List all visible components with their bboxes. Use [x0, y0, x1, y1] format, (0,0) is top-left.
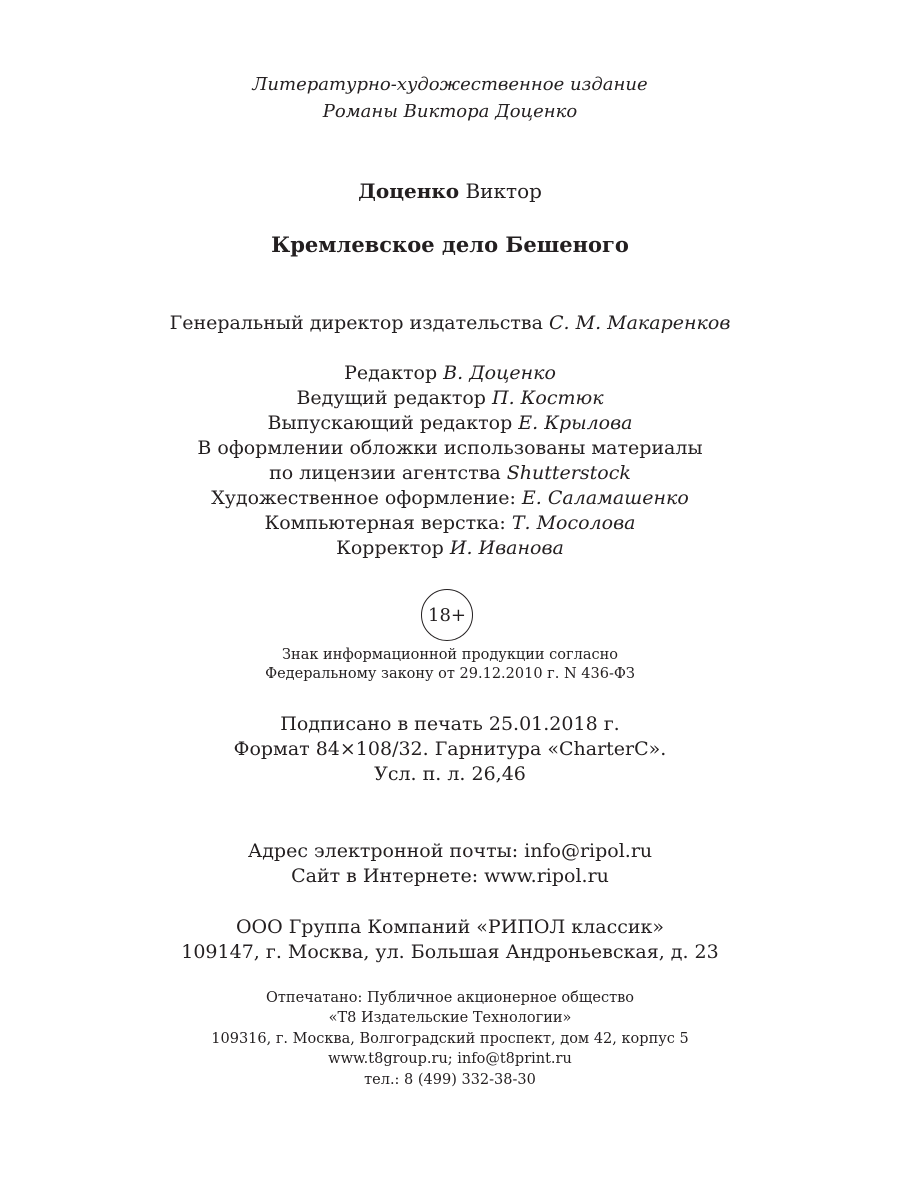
cover-note-agency: Shutterstock	[506, 462, 631, 484]
publisher-address: 109147, г. Москва, ул. Большая Андроньевская, д. 23	[181, 941, 719, 963]
age-rating-badge: 18+	[421, 589, 473, 641]
credit-issuing-editor	[0, 412, 900, 434]
contact-site: Сайт в Интернете: www.ripol.ru	[291, 865, 609, 887]
credit-name: В. Доценко	[443, 362, 556, 384]
credit-name: Т. Мосолова	[511, 512, 636, 534]
credit-name: Е. Саламашенко	[521, 487, 689, 509]
credit-role: Редактор	[344, 362, 438, 384]
credit-art-design	[0, 487, 900, 509]
printer-line-4: www.t8group.ru; info@t8print.ru	[328, 1051, 572, 1067]
cover-note-line-2	[0, 462, 900, 484]
general-director	[0, 312, 900, 334]
book-title: Кремлевское дело Бешеного	[271, 232, 629, 257]
author	[0, 179, 900, 203]
credit-role: Художественное оформление:	[211, 487, 516, 509]
credit-role: Ведущий редактор	[296, 387, 486, 409]
author-surname: Доценко	[358, 179, 460, 203]
credit-layout	[0, 512, 900, 534]
printer-line-3: 109316, г. Москва, Волгоградский проспект, дом 42, корпус 5	[211, 1031, 689, 1047]
contact-email: Адрес электронной почты: info@ripol.ru	[247, 840, 653, 862]
credit-proofreader	[0, 537, 900, 559]
credit-name: Е. Крылова	[518, 412, 633, 434]
print-sheets: Усл. п. л. 26,46	[374, 763, 526, 785]
credit-role: Корректор	[336, 537, 444, 559]
printer-line-1: Отпечатано: Публичное акционерное общество	[266, 990, 634, 1006]
printer-line-5: тел.: 8 (499) 332-38-30	[364, 1072, 536, 1088]
credit-role: Компьютерная верстка:	[264, 512, 506, 534]
cover-note-line-1: В оформлении обложки использованы материалы	[197, 437, 703, 459]
credit-editor	[0, 362, 900, 384]
series-line-1: Литературно-художественное издание	[252, 74, 648, 95]
publisher-name: ООО Группа Компаний «РИПОЛ классик»	[235, 916, 665, 938]
age-rating-note-line-2: Федеральному закону от 29.12.2010 г. N 436-ФЗ	[265, 666, 635, 682]
print-format: Формат 84×108/32. Гарнитура «CharterC».	[233, 738, 667, 760]
general-director-name: С. М. Макаренков	[549, 312, 731, 334]
print-signed: Подписано в печать 25.01.2018 г.	[280, 713, 620, 735]
cover-note-prefix: по лицензии агентства	[269, 462, 501, 484]
credit-lead-editor	[0, 387, 900, 409]
credit-role: Выпускающий редактор	[267, 412, 513, 434]
general-director-role: Генеральный директор издательства	[169, 312, 543, 334]
credit-name: П. Костюк	[492, 387, 604, 409]
age-rating-note-line-1: Знак информационной продукции согласно	[282, 647, 618, 663]
author-given-name: Виктор	[465, 179, 542, 203]
printer-line-2: «Т8 Издательские Технологии»	[328, 1010, 572, 1026]
series-line-2: Романы Виктора Доценко	[322, 101, 578, 122]
credit-name: И. Иванова	[449, 537, 564, 559]
